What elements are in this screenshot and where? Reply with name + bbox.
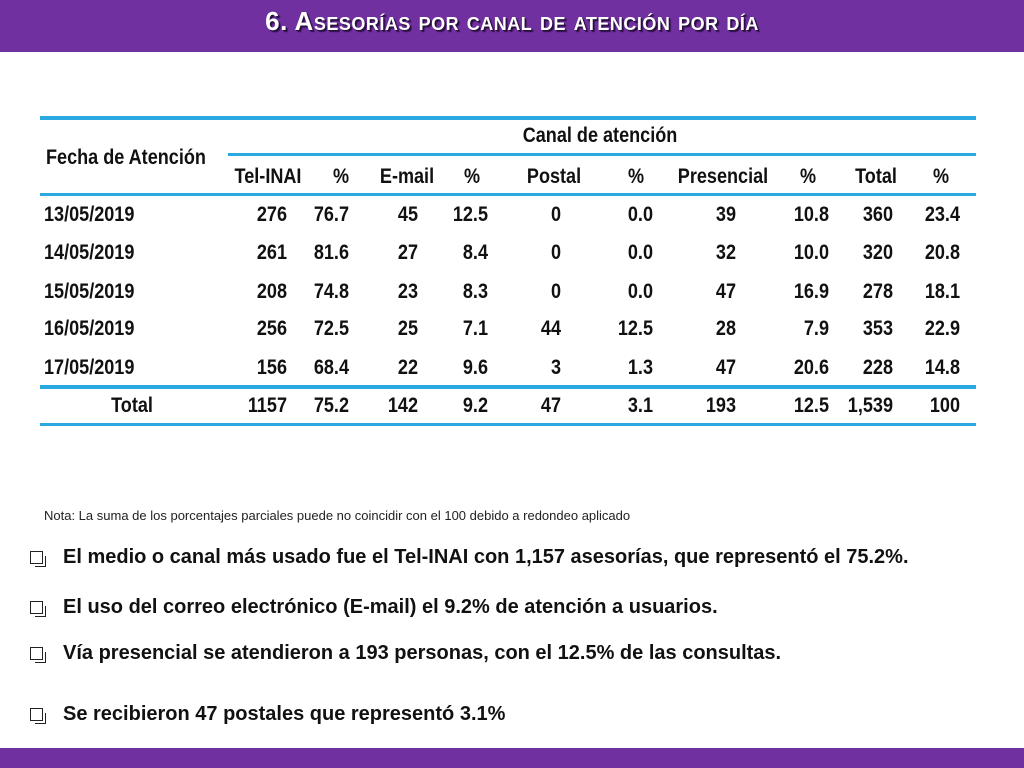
table-cell: 47 xyxy=(715,280,736,303)
total-cell: 100 xyxy=(929,394,960,417)
table-cell: 22.9 xyxy=(924,317,960,340)
table-cell: 18.1 xyxy=(924,280,960,303)
column-header: % xyxy=(627,165,645,188)
column-header: % xyxy=(332,165,350,188)
table-cell: 28 xyxy=(715,317,736,340)
total-cell: 9.2 xyxy=(462,394,488,417)
header-bottom-rule xyxy=(40,193,976,196)
table-cell: 32 xyxy=(715,241,736,264)
table-cell: 20.6 xyxy=(793,356,829,379)
table-cell: 76.7 xyxy=(313,203,349,226)
table-cell: 16.9 xyxy=(793,280,829,303)
bullet-text: Se recibieron 47 postales que representó 3.1% xyxy=(63,703,506,725)
table-cell: 0.0 xyxy=(627,280,653,303)
bullet-text: El uso del correo electrónico (E-mail) el 9.2% de atención a usuarios. xyxy=(63,596,718,618)
column-header-fecha: Fecha de Atención xyxy=(46,146,206,169)
table-cell: 278 xyxy=(862,280,893,303)
table-cell: 9.6 xyxy=(462,356,488,379)
total-top-rule xyxy=(40,385,976,389)
table-cell: 72.5 xyxy=(313,317,349,340)
table-cell: 68.4 xyxy=(313,356,349,379)
table-cell: 0.0 xyxy=(627,241,653,264)
bullet-item xyxy=(30,546,909,569)
bullet-item xyxy=(30,596,718,619)
bullet-item xyxy=(30,703,505,726)
table-cell: 360 xyxy=(862,203,893,226)
row-date: 13/05/2019 xyxy=(44,203,135,226)
table-cell: 320 xyxy=(862,241,893,264)
table-cell: 1.3 xyxy=(627,356,653,379)
table-cell: 10.8 xyxy=(793,203,829,226)
row-date: 16/05/2019 xyxy=(44,317,135,340)
bullet-text: Vía presencial se atendieron a 193 personas, con el 12.5% de las consultas. xyxy=(63,642,782,664)
table-cell: 3 xyxy=(550,356,561,379)
table-cell: 39 xyxy=(715,203,736,226)
column-header: Tel-INAI xyxy=(234,165,302,188)
page-title: 6. Asesorías por canal de atención por día xyxy=(265,6,759,36)
checkbox-bullet-icon xyxy=(30,601,43,614)
table-cell: 45 xyxy=(397,203,418,226)
column-header: % xyxy=(463,165,481,188)
total-cell: 1,539 xyxy=(847,394,893,417)
table-cell: 23.4 xyxy=(924,203,960,226)
footer-bar xyxy=(0,748,1024,768)
table-cell: 12.5 xyxy=(452,203,488,226)
total-cell: 47 xyxy=(540,394,561,417)
total-cell: 12.5 xyxy=(793,394,829,417)
total-cell: 75.2 xyxy=(313,394,349,417)
table-cell: 7.9 xyxy=(803,317,829,340)
table-cell: 228 xyxy=(862,356,893,379)
total-cell: 1157 xyxy=(247,394,287,417)
group-header-rule xyxy=(228,153,976,156)
column-header: Postal xyxy=(526,165,582,188)
table-cell: 353 xyxy=(862,317,893,340)
table-cell: 261 xyxy=(256,241,287,264)
total-cell: 193 xyxy=(705,394,736,417)
table-cell: 0 xyxy=(550,241,561,264)
table-cell: 47 xyxy=(715,356,736,379)
column-header: E-mail xyxy=(379,165,435,188)
bullet-text: El medio o canal más usado fue el Tel-INAI con 1,157 asesorías, que representó el 75.2%. xyxy=(63,546,909,568)
table-cell: 7.1 xyxy=(462,317,488,340)
checkbox-bullet-icon xyxy=(30,647,43,660)
table-cell: 208 xyxy=(256,280,287,303)
checkbox-bullet-icon xyxy=(30,551,43,564)
table-cell: 22 xyxy=(397,356,418,379)
table-cell: 8.3 xyxy=(462,280,488,303)
table-cell: 27 xyxy=(397,241,418,264)
column-header: Presencial xyxy=(677,165,769,188)
table-cell: 74.8 xyxy=(313,280,349,303)
table-cell: 0 xyxy=(550,203,561,226)
table-cell: 81.6 xyxy=(313,241,349,264)
total-cell: 142 xyxy=(387,394,418,417)
table-cell: 8.4 xyxy=(462,241,488,264)
row-date: 15/05/2019 xyxy=(44,280,135,303)
table-cell: 0 xyxy=(550,280,561,303)
table-bottom-rule xyxy=(40,423,976,426)
title-bar xyxy=(0,0,1024,52)
table-cell: 25 xyxy=(397,317,418,340)
total-cell: 3.1 xyxy=(627,394,653,417)
footnote: Nota: La suma de los porcentajes parciales puede no coincidir con el 100 debido a redondeo aplicado xyxy=(44,508,631,523)
table-cell: 23 xyxy=(397,280,418,303)
table-cell: 256 xyxy=(256,317,287,340)
table-cell: 12.5 xyxy=(617,317,653,340)
column-header: % xyxy=(799,165,817,188)
row-date: 14/05/2019 xyxy=(44,241,135,264)
table-cell: 20.8 xyxy=(924,241,960,264)
table-cell: 0.0 xyxy=(627,203,653,226)
bullet-item xyxy=(30,642,781,665)
column-header: Total xyxy=(855,165,897,188)
checkbox-bullet-icon xyxy=(30,708,43,721)
column-header: % xyxy=(932,165,950,188)
total-label: Total xyxy=(111,394,153,417)
table-cell: 10.0 xyxy=(793,241,829,264)
table-cell: 276 xyxy=(256,203,287,226)
table-cell: 44 xyxy=(540,317,561,340)
row-date: 17/05/2019 xyxy=(44,356,135,379)
table-cell: 14.8 xyxy=(924,356,960,379)
table-top-rule xyxy=(40,116,976,120)
table-cell: 156 xyxy=(256,356,287,379)
group-header-canal: Canal de atención xyxy=(522,124,678,147)
